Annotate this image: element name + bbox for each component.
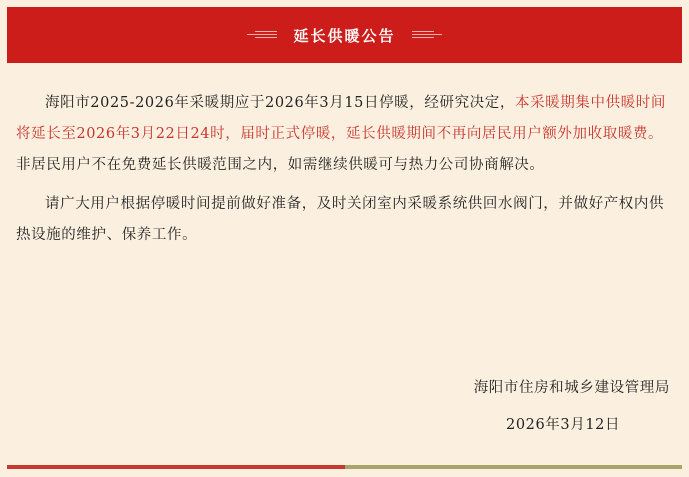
title-decoration-left-icon [247,29,277,41]
signature-date: 2026年3月12日 [506,417,621,433]
notice-title: 延长供暖公告 [293,26,396,45]
paragraph-1-highlight: 本采暖期集中供暖时间将延长至2026年3月22日24时，届时正式停暖，延长供暖期间不再向居民用户额外加收取暖费。 [16,95,666,142]
notice-body [16,88,676,259]
footer-bar-left [7,465,345,469]
title-decoration-right-icon [412,29,442,41]
paragraph-2: 请广大用户根据停暖时间提前做好准备，及时关闭室内采暖系统供回水阀门，并做好产权内供热设施的维护、保养工作。 [16,196,665,243]
paragraph-1 [16,88,676,181]
title-wrap [247,25,441,46]
paragraph-1-rest: 非居民用户不在免费延长供暖范围之内，如需继续供暖可与热力公司协商解决。 [16,157,545,173]
signature-organization: 海阳市住房和城乡建设管理局 [473,380,670,396]
paragraph-1-intro: 海阳市2025-2026年采暖期应于2026年3月15日停暖，经研究决定， [45,95,515,111]
notice-header [7,7,682,63]
footer-bar-right [345,465,682,469]
